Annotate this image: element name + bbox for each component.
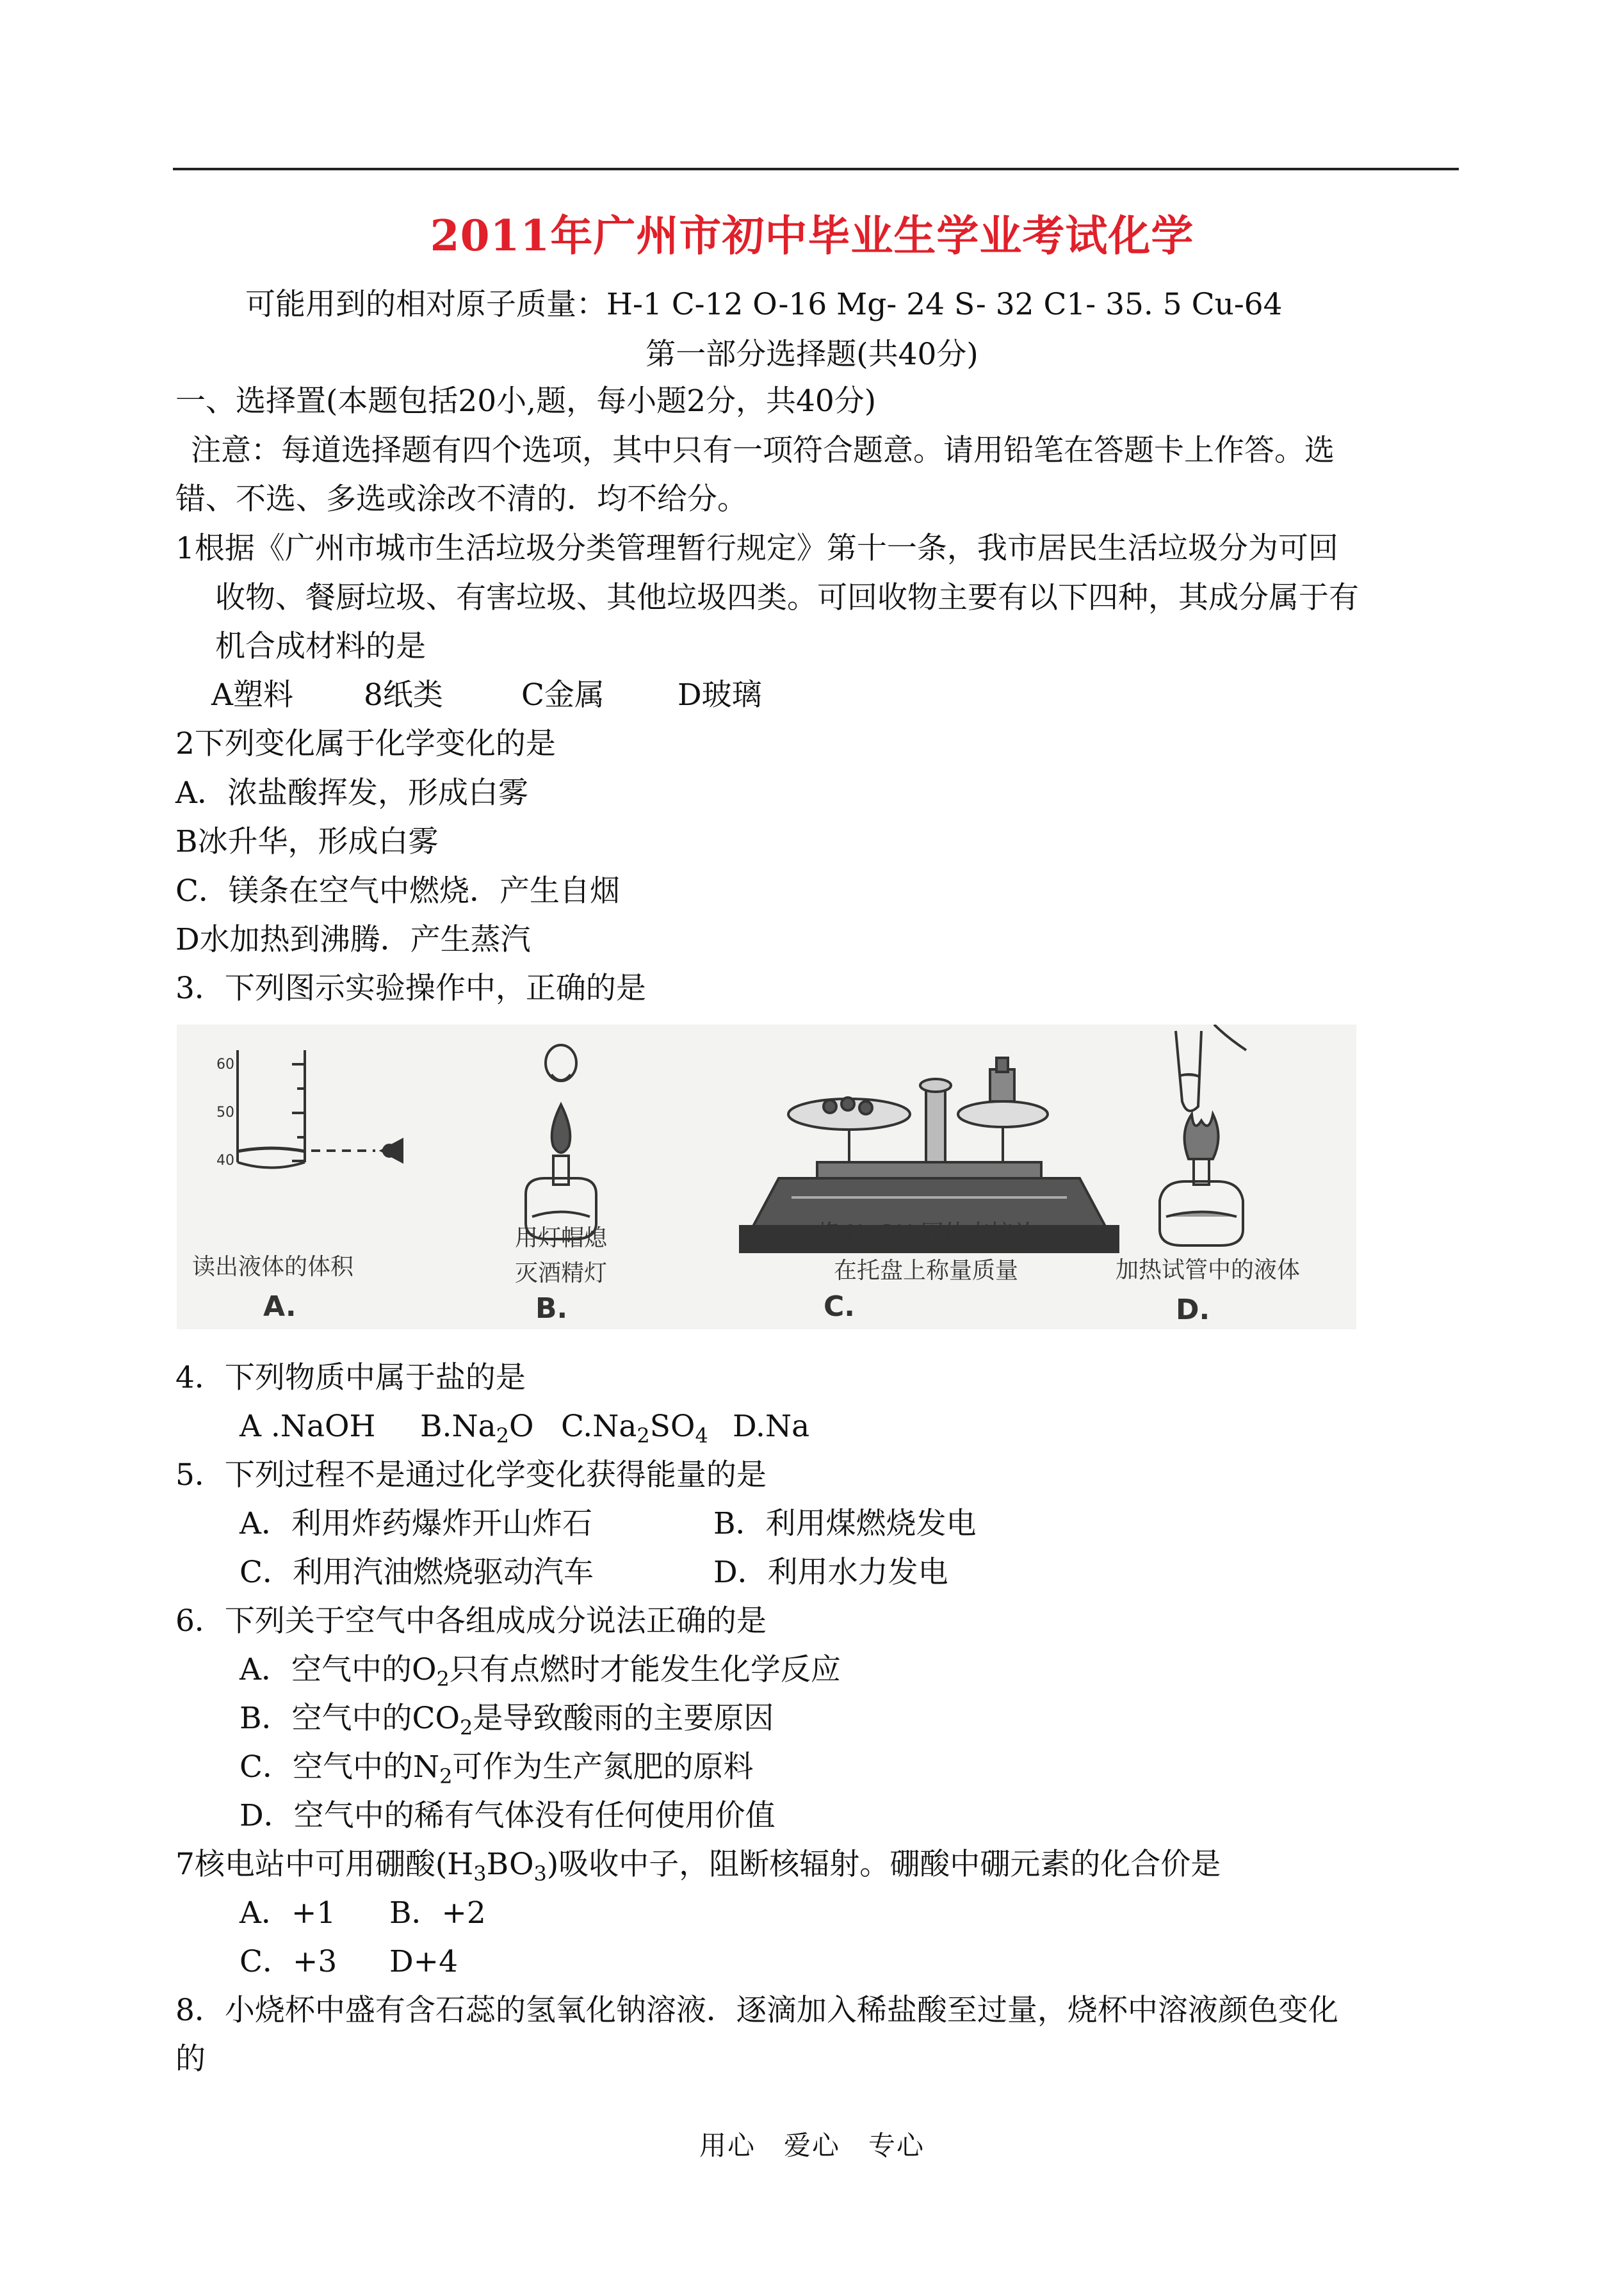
- graduated-cylinder-icon: [238, 1050, 375, 1168]
- q5-option-c: C．利用汽油燃烧驱动汽车: [240, 1555, 594, 1590]
- page-title: 2011年广州市初中毕业生学业考试化学: [430, 211, 1194, 261]
- q6-option-a: A．空气中的$O_2$只有点燃时才能发生化学反应: [240, 1652, 841, 1691]
- figure-label-c: C.: [824, 1290, 856, 1323]
- caption-c-line-2: 在托盘上称量质量: [833, 1258, 1018, 1284]
- tick-label-60: 60: [216, 1057, 234, 1073]
- q2-option-b: B冰升华，形成白雾: [175, 824, 439, 859]
- caption-a: 读出液体的体积: [191, 1254, 353, 1280]
- q1-line-2: 收物、餐厨垃圾、有害垃圾、其他垃圾四类。可回收物主要有以下四种，其成分属于有: [215, 580, 1359, 615]
- page-footer: 用心 爱心 专心: [699, 2130, 925, 2161]
- note-line-1: 注意：每道选择题有四个选项，其中只有一项符合题意。请用铅笔在答题卡上作答。选: [191, 433, 1335, 468]
- q1-line-3: 机合成材料的是: [215, 629, 426, 664]
- q5-option-a: A．利用炸药爆炸开山炸石: [240, 1506, 592, 1541]
- q5-stem: 5．下列过程不是通过化学变化获得能量的是: [175, 1457, 767, 1493]
- q4-option-b: $B.Na_2O$: [420, 1409, 534, 1448]
- caption-d: 加热试管中的液体: [1115, 1257, 1300, 1283]
- caption-b-line-1: 用灯帽熄: [514, 1225, 607, 1251]
- q6-stem: 6．下列关于空气中各组成成分说法正确的是: [175, 1603, 767, 1639]
- figure-label-a: A.: [263, 1290, 296, 1323]
- q5-option-d: D．利用水力发电: [713, 1555, 948, 1590]
- eye-icon: [382, 1140, 402, 1162]
- flame-icon: [1185, 1114, 1219, 1159]
- atomic-mass-line: 可能用到的相对原子质量：H-1 C-12 O-16 Mg- 24 S- 32 C1- 35. 5 Cu-64: [245, 287, 1283, 322]
- q7-option-d: D+4: [389, 1944, 458, 1979]
- q2-option-a: A．浓盐酸挥发，形成白雾: [175, 775, 528, 811]
- q6-option-b: B．空气中的$CO_2$是导致酸雨的主要原因: [240, 1701, 774, 1740]
- q4-option-c: $C.Na_2SO_4$: [561, 1409, 708, 1448]
- caption-c-line-1: 将 NaOH 固体直接放: [816, 1220, 1036, 1247]
- q3-stem: 3．下列图示实验操作中，正确的是: [175, 971, 646, 1006]
- tick-label-50: 50: [216, 1105, 234, 1121]
- q1-line-1: 1根据《广州市城市生活垃圾分类管理暂行规定》第十一条，我市居民生活垃圾分为可回: [175, 531, 1338, 566]
- q1-option-d: D玻璃: [678, 677, 762, 713]
- alcohol-lamp-icon-d: [1160, 1159, 1243, 1245]
- alcohol-lamp-icon: [526, 1105, 596, 1239]
- q7-option-b: B．+2: [389, 1895, 486, 1931]
- q7-option-c: C．+3: [240, 1944, 337, 1979]
- q8-line-2: 的: [175, 2041, 206, 2077]
- caption-b-line-2: 灭酒精灯: [514, 1260, 607, 1286]
- q3-figure: [177, 1025, 1356, 1329]
- q4-option-d: D.Na: [733, 1409, 810, 1444]
- part-heading: 第一部分选择题(共40分): [646, 337, 978, 372]
- q1-option-a: A塑料: [211, 677, 293, 713]
- q8-line-1: 8．小烧杯中盛有含石蕊的氢氧化钠溶液．逐滴加入稀盐酸至过量，烧杯中溶液颜色变化: [175, 1993, 1338, 2028]
- q2-stem: 2下列变化属于化学变化的是: [175, 726, 556, 761]
- q6-option-c: C．空气中的$N_2$可作为生产氮肥的原料: [240, 1749, 754, 1788]
- q6-option-d: D．空气中的稀有气体没有任何使用价值: [240, 1798, 775, 1833]
- q5-option-b: B．利用煤燃烧发电: [713, 1506, 977, 1541]
- q4-option-a: A .NaOH: [240, 1409, 376, 1444]
- alcohol-lamp-cap-icon: [546, 1045, 576, 1081]
- figure-label-d: D.: [1176, 1293, 1210, 1326]
- test-tube-icon: [1176, 1025, 1246, 1111]
- q4-stem: 4．下列物质中属于盐的是: [175, 1360, 526, 1395]
- q2-option-c: C．镁条在空气中燃烧．产生自烟: [175, 873, 620, 909]
- q7-stem: 7核电站中可用硼酸$(H_3BO_3)$吸收中子，阻断核辐射。硼酸中硼元素的化合价是: [175, 1847, 1221, 1886]
- q2-option-d: D水加热到沸腾．产生蒸汽: [175, 922, 531, 957]
- header-rule: [173, 168, 1459, 170]
- q1-option-b: 8纸类: [364, 677, 443, 713]
- note-line-2: 错、不选、多选或涂改不清的．均不给分。: [175, 482, 747, 517]
- tick-label-40: 40: [216, 1153, 234, 1169]
- figure-label-b: B.: [535, 1292, 568, 1325]
- q1-option-c: C金属: [521, 677, 605, 713]
- q7-option-a: A．+1: [240, 1895, 336, 1931]
- section-heading: 一、选择置(本题包括20小,题，每小题2分，共40分): [175, 384, 877, 419]
